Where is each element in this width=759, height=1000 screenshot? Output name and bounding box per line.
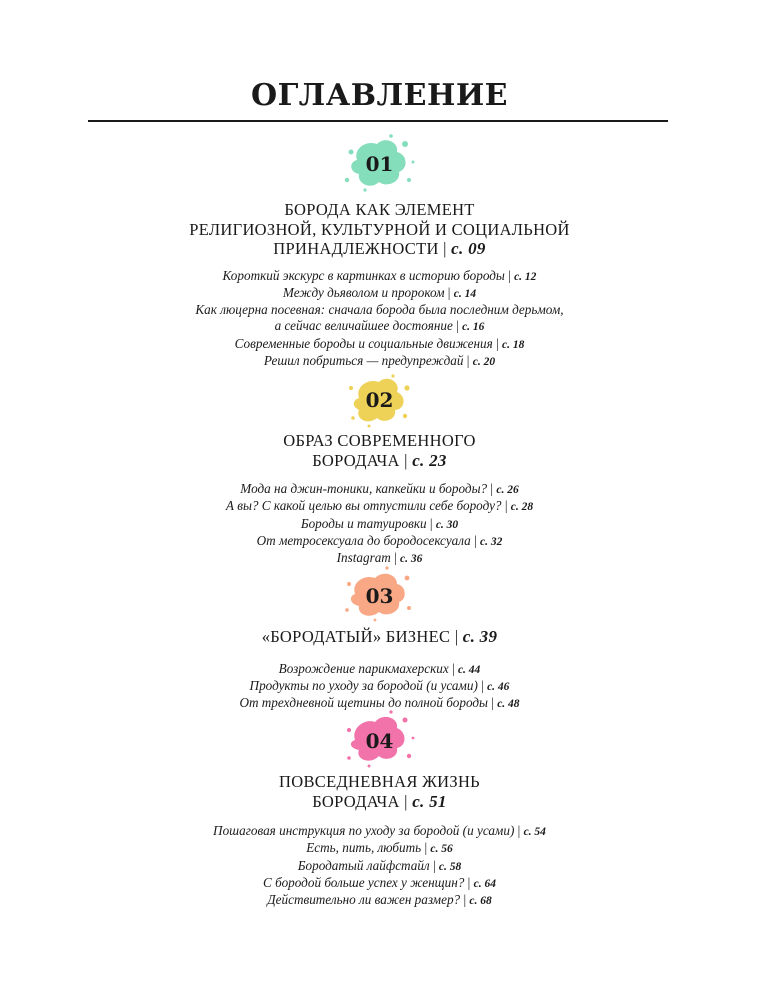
paint-splash-04 xyxy=(335,708,425,770)
subsection-title: Между дьяволом и пророком xyxy=(282,284,445,300)
list-item: а сейчас величайшее достояние | с. 16 xyxy=(274,318,485,334)
list-item: От трехдневной щетины до полной бороды | с. 48 xyxy=(239,695,520,711)
subsection-title: Продукты по уходу за бородой (и усами) xyxy=(249,677,478,693)
subsection-page: с. 54 xyxy=(523,826,546,838)
subsection-page: с. 30 xyxy=(435,518,459,531)
subsection-page: с. 46 xyxy=(487,680,510,693)
subsection-page: с. 68 xyxy=(469,895,492,908)
subsection-title: Бороды и татуировки xyxy=(300,515,427,531)
chapter-title-last-line: «БОРОДАТЫЙ» БИЗНЕС | с. 39 xyxy=(261,627,498,646)
chapter-title-last-line: ПРИНАДЛЕЖНОСТИ | с. 09 xyxy=(273,239,486,258)
list-item: Возрождение парикмахерских | с. 44 xyxy=(278,660,481,676)
subsection-page: с. 44 xyxy=(457,663,481,676)
subsection-title: а сейчас величайшее достояние xyxy=(274,318,453,334)
subsection-page: с. 26 xyxy=(496,484,519,496)
chapter-page-number: с. 23 xyxy=(412,450,447,470)
list-item: Действительно ли важен размер? | с. 68 xyxy=(267,892,492,908)
subsection-page: с. 18 xyxy=(501,338,525,351)
chapter-title-line: ОБРАЗ СОВРЕМЕННОГО xyxy=(283,431,476,450)
subsection-page: с. 12 xyxy=(514,270,537,283)
subsection-title: Instagram xyxy=(336,550,391,566)
chapter-title-line: БОРОДАЧА xyxy=(312,791,400,811)
section-number: 04 xyxy=(365,729,394,753)
subsection-title: Бородатый лайфстайл xyxy=(297,857,430,873)
subsection-title: От трехдневной щетины до полной бороды xyxy=(239,695,488,711)
toc-section-03 xyxy=(0,564,759,712)
chapter-title-line: БОРОДА КАК ЭЛЕМЕНТ xyxy=(284,200,475,219)
subsection-page: с. 28 xyxy=(510,501,534,514)
chapter-title-line: БОРОДАЧА xyxy=(312,450,400,470)
list-item: Есть, пить, любить | с. 56 xyxy=(306,840,453,856)
page-title: ОГЛАВЛЕНИЕ xyxy=(250,78,509,113)
subsection-title: Есть, пить, любить xyxy=(306,840,422,856)
paint-splash-03 xyxy=(335,564,425,624)
subsection-page: с. 36 xyxy=(400,553,423,566)
subsection-title: С бородой больше успех у женщин? xyxy=(263,874,465,890)
subsection-list xyxy=(0,661,759,713)
list-item: Пошаговая инструкция по уходу за бородой (и усами) | с. 54 xyxy=(213,823,546,838)
list-item: Мода на джин-тоники, капкейки и бороды? | с. 26 xyxy=(240,481,519,496)
subsection-title: Действительно ли важен размер? xyxy=(267,892,461,908)
subsection-list xyxy=(0,268,759,371)
subsection-page: с. 58 xyxy=(438,860,462,873)
chapter-title-line: «БОРОДАТЫЙ» БИЗНЕС xyxy=(261,627,451,646)
chapter-page-number: с. 09 xyxy=(451,239,486,258)
list-item: Продукты по уходу за бородой (и усами) | с. 46 xyxy=(249,677,510,693)
section-number: 02 xyxy=(365,388,394,412)
list-item: Современные бороды и социальные движения | с. 18 xyxy=(234,335,525,351)
subsection-list xyxy=(0,823,759,909)
subsection-title: Короткий экскурс в картинках в историю бороды xyxy=(222,267,505,283)
subsection-page: с. 16 xyxy=(462,321,485,334)
list-item: Бородатый лайфстайл | с. 58 xyxy=(297,857,462,873)
toc-section-01 xyxy=(0,130,759,370)
chapter-page-number: с. 39 xyxy=(462,627,498,646)
paint-splash-01 xyxy=(335,130,425,196)
list-item: А вы? С какой целью вы отпустили себе бороду? | с. 28 xyxy=(225,498,534,514)
chapter-title-last-line: БОРОДАЧА | с. 23 xyxy=(312,450,447,470)
chapter-title-line: ПРИНАДЛЕЖНОСТИ xyxy=(273,239,439,258)
subsection-title: Мода на джин-тоники, капкейки и бороды? xyxy=(240,481,488,496)
list-item: С бородой больше успех у женщин? | с. 64 xyxy=(263,874,496,890)
list-item: Бороды и татуировки | с. 30 xyxy=(300,515,459,531)
subsection-page: с. 32 xyxy=(480,535,503,548)
toc-section-02 xyxy=(0,370,759,567)
subsection-page: с. 64 xyxy=(473,877,496,890)
chapter-title-line: РЕЛИГИОЗНОЙ, КУЛЬТУРНОЙ И СОЦИАЛЬНОЙ xyxy=(189,219,570,239)
subsection-title: Пошаговая инструкция по уходу за бородой (и усами) xyxy=(213,823,518,838)
subsection-title: Как люцерна посевная: сначала борода была последним дерьмом, xyxy=(195,302,564,318)
list-item: Instagram | с. 36 xyxy=(336,550,423,566)
subsection-title: Современные бороды и социальные движения xyxy=(234,335,493,351)
subsection-title: Решил побриться — предупреждай xyxy=(263,352,464,368)
subsection-page: с. 14 xyxy=(453,287,477,300)
section-number: 01 xyxy=(365,152,394,176)
list-item: Короткий экскурс в картинках в историю бороды | с. 12 xyxy=(222,267,537,283)
list-item: Между дьяволом и пророком | с. 14 xyxy=(282,284,477,300)
subsection-page: с. 20 xyxy=(472,355,496,368)
list-item: От метросексуала до бородосексуала | с. 32 xyxy=(256,532,503,548)
subsection-title: От метросексуала до бородосексуала xyxy=(256,532,471,548)
chapter-title-last-line: БОРОДАЧА | с. 51 xyxy=(312,791,447,811)
subsection-list xyxy=(0,481,759,567)
paint-splash-02 xyxy=(335,370,425,430)
section-number: 03 xyxy=(365,584,394,608)
chapter-title-line: ПОВСЕДНЕВНАЯ ЖИЗНЬ xyxy=(279,772,480,791)
subsection-title: А вы? С какой целью вы отпустили себе бороду? xyxy=(225,498,502,514)
list-item: Решил побриться — предупреждай | с. 20 xyxy=(263,352,496,368)
subsection-page: с. 48 xyxy=(497,698,520,711)
subsection-title: Возрождение парикмахерских xyxy=(278,660,449,676)
chapter-page-number: с. 51 xyxy=(412,791,447,811)
title-divider xyxy=(88,120,668,122)
list-item xyxy=(0,302,759,318)
subsection-page: с. 56 xyxy=(430,843,453,856)
toc-section-04 xyxy=(0,708,759,909)
